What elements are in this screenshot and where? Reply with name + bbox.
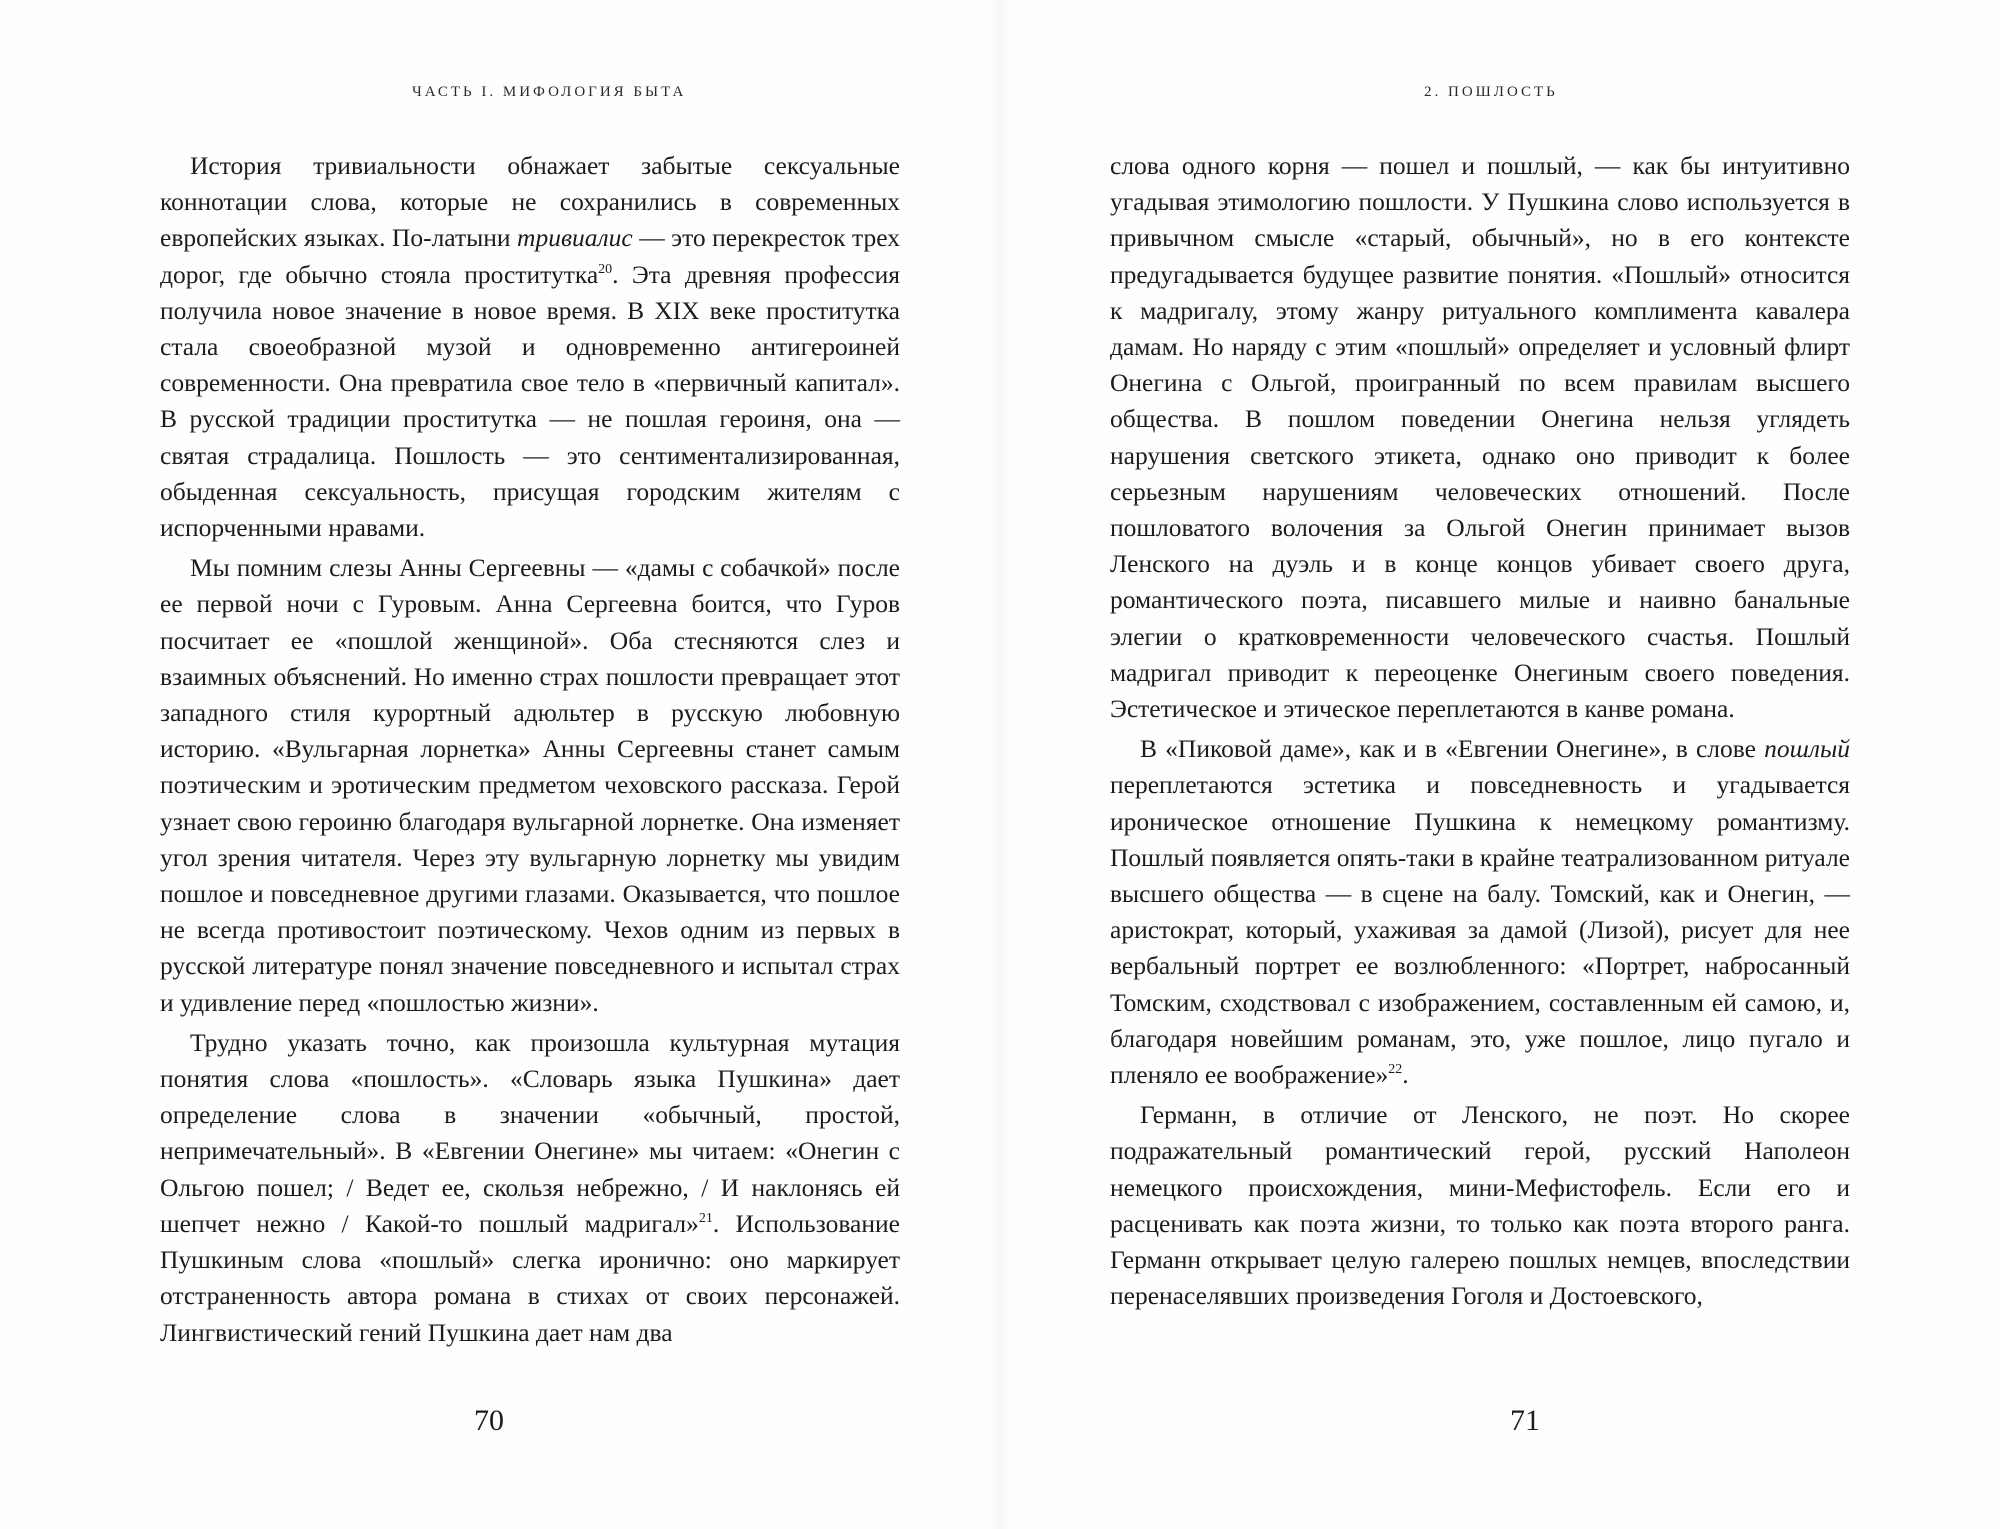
italic-term: тривиалис	[517, 223, 633, 253]
footnote-ref-22: 22	[1388, 1062, 1403, 1078]
text-run: В «Пиковой даме», как и в «Евгении Онегине», в слове	[1140, 734, 1765, 764]
footnote-ref-20: 20	[598, 261, 613, 277]
footnote-ref-21: 21	[698, 1210, 713, 1226]
running-head-right: 2. ПОШЛОСТЬ	[1424, 84, 1558, 100]
page-number-right: 71	[1510, 1404, 1540, 1437]
text-run: Трудно указать точно, как произошла культурная мутация понятия слова «пошлость». «Словарь языка Пушкина» дает определение слова в значении «обычный, простой, непримечательный». В «Евгении Онегине» мы читаем: «Онегин с Ольгою пошел; / Ведет ее, скользя небрежно, / И наклонясь ей шепчет нежно / Какой-то пошлый мадригал»	[160, 1027, 900, 1238]
text-run: — это перекресток трех дорог, где обычно стояла проститутка	[160, 223, 900, 289]
right-page-text	[1110, 148, 1850, 1315]
text-run: . Использование Пушкиным слова «пошлый» слегка иронично: оно маркирует отстраненность автора романа в стихах от своих персонажей. Лингвистический гений Пушкина дает нам два	[160, 1208, 900, 1347]
italic-term: пошлый	[1764, 734, 1850, 764]
paragraph: слова одного корня — пошел и пошлый, — как бы интуитивно угадывая этимологию пошлости. У Пушкина слово используется в привычном смысле «старый, обычный», но в его контексте предугадывается будущее развитие понятия. «Пошлый» относится к мадригалу, этому жанру ритуального комплимента кавалера дамам. Но наряду с этим «пошлый» определяет и условный флирт Онегина с Ольгой, проигранный по всем правилам высшего общества. В пошлом поведении Онегина нельзя углядеть нарушения светского этикета, однако оно приводит к более серьезным нарушениям человеческих отношений. После пошловатого волочения за Ольгой Онегин принимает вызов Ленского на дуэль и в конце концов убивает своего друга, романтического поэта, писавшего милые и наивно банальные элегии о кратковременности человеческого счастья. Пошлый мадригал приводит к переоценке Онегиным своего поведения. Эстетическое и этическое переплетаются в канве романа.	[1110, 151, 1850, 724]
text-run: . Эта древняя профессия получила новое значение в новое время. В XIX веке проститутка стала своеобразной музой и одновременно антигероиней современности. Она превратила свое тело в «первичный капитал». В русской традиции проститутка — не пошлая героиня, она — святая страдалица. Пошлость — это сентиментализированная, обыденная сексуальность, присущая городским жителям с испорченными нравами.	[160, 259, 900, 543]
left-page-text	[160, 148, 900, 1351]
text-run: История тривиальности обнажает забытые сексуальные коннотации слова, которые не сохранились в современных европейских языках. По-латыни	[160, 151, 900, 253]
paragraph: Мы помним слезы Анны Сергеевны — «дамы с собачкой» после ее первой ночи с Гуровым. Анна Сергеевна боится, что Гуров посчитает ее «пошлой женщиной». Оба стесняются слез и взаимных объяснений. Но именно страх пошлости превращает этот западного стиля курортный адюльтер в русскую любовную историю. «Вульгарная лорнетка» Анны Сергеевны станет самым поэтическим и эротическим предметом чеховского рассказа. Герой узнает свою героиню благодаря вульгарной лорнетке. Она изменяет угол зрения читателя. Через эту вульгарную лорнетку мы увидим пошлое и повседневное другими глазами. Оказывается, что пошлое не всегда противостоит поэтическому. Чехов одним из первых в русской литературе понял значение повседневного и испытал страх и удивление перед «пошлостью жизни».	[160, 553, 900, 1017]
text-run: .	[1402, 1060, 1409, 1090]
book-gutter	[990, 0, 1010, 1529]
right-page	[1000, 0, 2000, 1529]
paragraph	[160, 1025, 900, 1351]
paragraph	[1110, 731, 1850, 1093]
text-run: переплетаются эстетика и повседневность и угадывается ироническое отношение Пушкина к немецкому романтизму. Пошлый появляется опять-таки в крайне театрализованном ритуале высшего общества — в сцене на балу. Томский, как и Онегин, — аристократ, который, ухаживая за дамой (Лизой), рисует для нее вербальный портрет ее возлюбленного: «Портрет, набросанный Томским, сходствовал с изображением, составленным ей самою, и, благодаря новейшим романам, это, уже пошлое, лицо пугало и пленяло ее воображение»	[1110, 770, 1850, 1090]
paragraph	[160, 148, 900, 546]
page-number-left: 70	[474, 1404, 504, 1437]
running-head-left: ЧАСТЬ I. МИФОЛОГИЯ БЫТА	[412, 84, 687, 100]
paragraph: Германн, в отличие от Ленского, не поэт. Но скорее подражательный романтический герой, русский Наполеон немецкого происхождения, мини-Мефистофель. Если его и расценивать как поэта жизни, то только как поэта второго ранга. Германн открывает целую галерею пошлых немцев, впоследствии перенаселявших произведения Гоголя и Достоевского,	[1110, 1100, 1850, 1311]
